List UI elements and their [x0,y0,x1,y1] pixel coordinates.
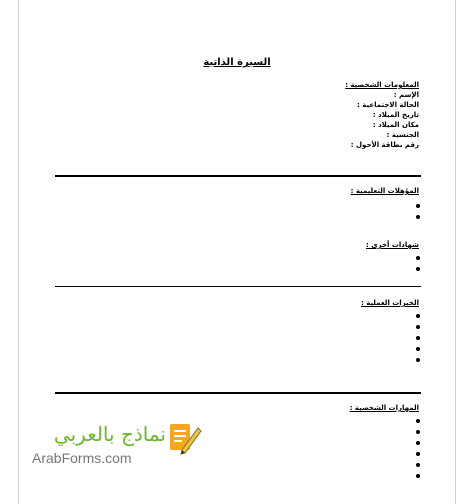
divider-2 [55,286,421,287]
bullet-item [412,201,422,212]
title-text: السيرة الذاتية [203,57,271,68]
bullet-item [412,449,422,460]
certificates-section [366,240,419,250]
personal-section [345,80,419,150]
field-id-card: رقم بطاقة الأحول : [350,141,419,149]
education-heading: المؤهلات التعليمية : [350,187,419,195]
education-bullets [412,201,422,223]
field-birth-place: مكان الميلاد : [372,121,419,129]
bullet-item [412,471,422,482]
personal-heading: المعلومات الشخصية : [345,81,419,89]
watermark-arabic: نماذج بالعربي [53,422,166,446]
experience-bullets [412,311,422,366]
bullet-item [412,460,422,471]
experience-section [361,298,419,308]
education-section [351,186,419,196]
bullet-item [412,427,422,438]
skills-heading: المهارات الشخصية : [349,404,419,412]
bullet-item [412,438,422,449]
bullet-item [412,416,422,427]
skills-bullets [412,416,422,482]
bullet-item [412,333,422,344]
pencil-document-icon [168,420,202,456]
field-name: الإسم : [393,91,419,99]
bullet-item [412,355,422,366]
field-nationality: الجنسية : [386,131,419,139]
bullet-item [412,344,422,355]
bullet-item [412,253,422,264]
watermark-latin: ArabForms.com [32,450,132,466]
divider-3 [55,392,421,394]
skills-section [350,403,419,413]
experience-heading: الخبرات العملية : [360,299,419,307]
bullet-item [412,212,422,223]
document-title [0,57,474,68]
bullet-item [412,311,422,322]
bullet-item [412,322,422,333]
certificates-heading: شهادات أخرى : [365,241,419,249]
divider-1 [55,175,421,177]
certificates-bullets [412,253,422,275]
field-marital-status: الحالة الاجتماعية : [357,101,419,109]
watermark [22,420,202,470]
bullet-item [412,264,422,275]
field-birth-date: تاريخ الميلاد : [372,111,419,119]
